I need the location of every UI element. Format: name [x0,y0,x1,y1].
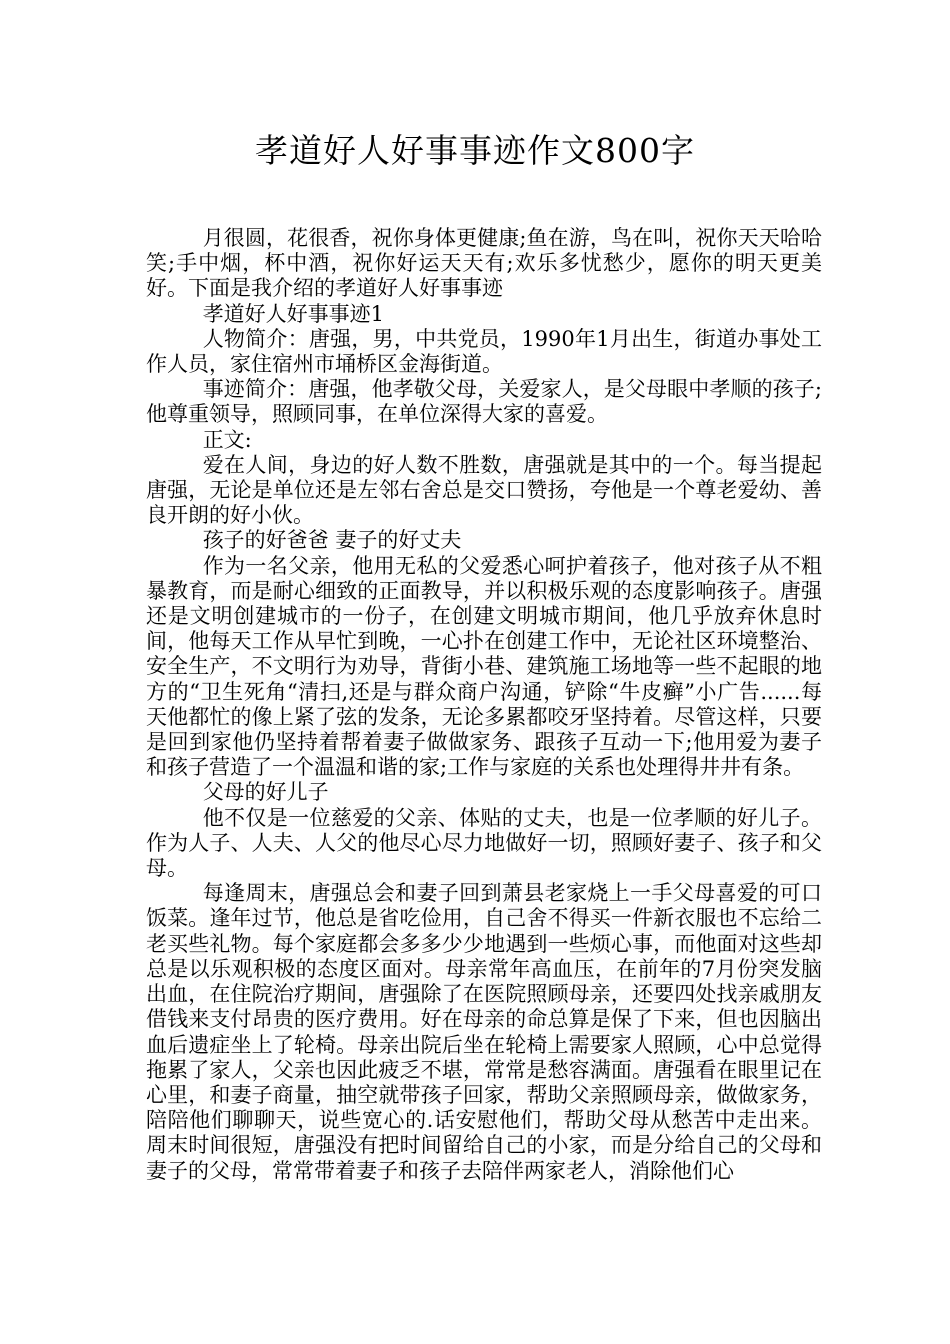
paragraph-summary: 事迹简介：唐强，他孝敬父母，关爱家人，是父母眼中孝顺的孩子;他尊重领导，照顾同事，在单位深得大家的喜爱。 [146,377,822,427]
section-heading-good-son: 父母的好儿子 [202,780,329,805]
section-heading-good-father: 孩子的好爸爸 妻子的好丈夫 [202,528,462,553]
section-heading-1: 孝道好人好事事迹1 [202,301,385,326]
paragraph-profile: 人物简介：唐强，男，中共党员，1990年1月出生，街道办事处工作人员，家住宿州市埇桥区金海街道。 [146,326,822,377]
document-body [146,226,822,1184]
document-title: 孝道好人好事事迹作文800字 [255,131,695,170]
paragraph-love: 爱在人间，身边的好人数不胜数，唐强就是其中的一个。每当提起唐强，无论是单位还是左邻右舍总是交口赞扬，夸他是一个尊老爱幼、善良开朗的好小伙。 [146,452,822,528]
paragraph-weekend: 每逢周末，唐强总会和妻子回到萧县老家烧上一手父母喜爱的可口饭菜。逢年过节，他总是省吃俭用，自己舍不得买一件新衣服也不忘给二老买些礼物。每个家庭都会多多少少地遇到一些烦心事，而他面对这些却总是以乐观积极的态度区面对。母亲常年高血压，在前年的7月份突发脑出血，在住院治疗期间，唐强除了在医院照顾母亲，还要四处找亲戚朋友借钱来支付昂贵的医疗费用。好在母亲的命总算是保了下来，但也因脑出血后遗症坐上了轮椅。母亲出院后坐在轮椅上需要家人照顾，心中总觉得拖累了家人，父亲也因此疲乏不堪，常常是愁容满面。唐强看在眼里记在心里，和妻子商量，抽空就带孩子回家，帮助父亲照顾母亲，做做家务，陪陪他们聊聊天，说些宽心的.话安慰他们，帮助父母从愁苦中走出来。周末时间很短，唐强没有把时间留给自己的小家，而是分给自己的父母和妻子的父母，常常带着妻子和孩子去陪伴两家老人，消除他们心 [146,881,822,1183]
paragraph-intro: 月很圆，花很香，祝你身体更健康;鱼在游，鸟在叫，祝你天天哈哈笑;手中烟，杯中酒，祝你好运天天有;欢乐多忧愁少，愿你的明天更美好。下面是我介绍的孝道好人好事事迹 [146,226,822,301]
paragraph-son: 他不仅是一位慈爱的父亲、体贴的丈夫，也是一位孝顺的好儿子。作为人子、人夫、人父的他尽心尽力地做好一切，照顾好妻子、孩子和父母。 [146,805,822,881]
paragraph-father: 作为一名父亲，他用无私的父爱悉心呵护着孩子，他对孩子从不粗暴教育，而是耐心细致的正面教导，并以积极乐观的态度影响孩子。唐强还是文明创建城市的一份子，在创建文明城市期间，他几乎放弃休息时间，他每天工作从早忙到晚，一心扑在创建工作中，无论社区环境整治、安全生产，不文明行为劝导，背街小巷、建筑施工场地等一些不起眼的地方的“卫生死角“清扫,还是与群众商户沟通，铲除“牛皮癣”小广告......每天他都忙的像上紧了弦的发条，无论多累都咬牙坚持着。尽管这样，只要是回到家他仍坚持着帮着妻子做做家务、跟孩子互动一下;他用爱为妻子和孩子营造了一个温温和谐的家;工作与家庭的关系也处理得井井有条。 [146,553,822,780]
paragraph-main-text-label: 正文: [202,427,252,452]
